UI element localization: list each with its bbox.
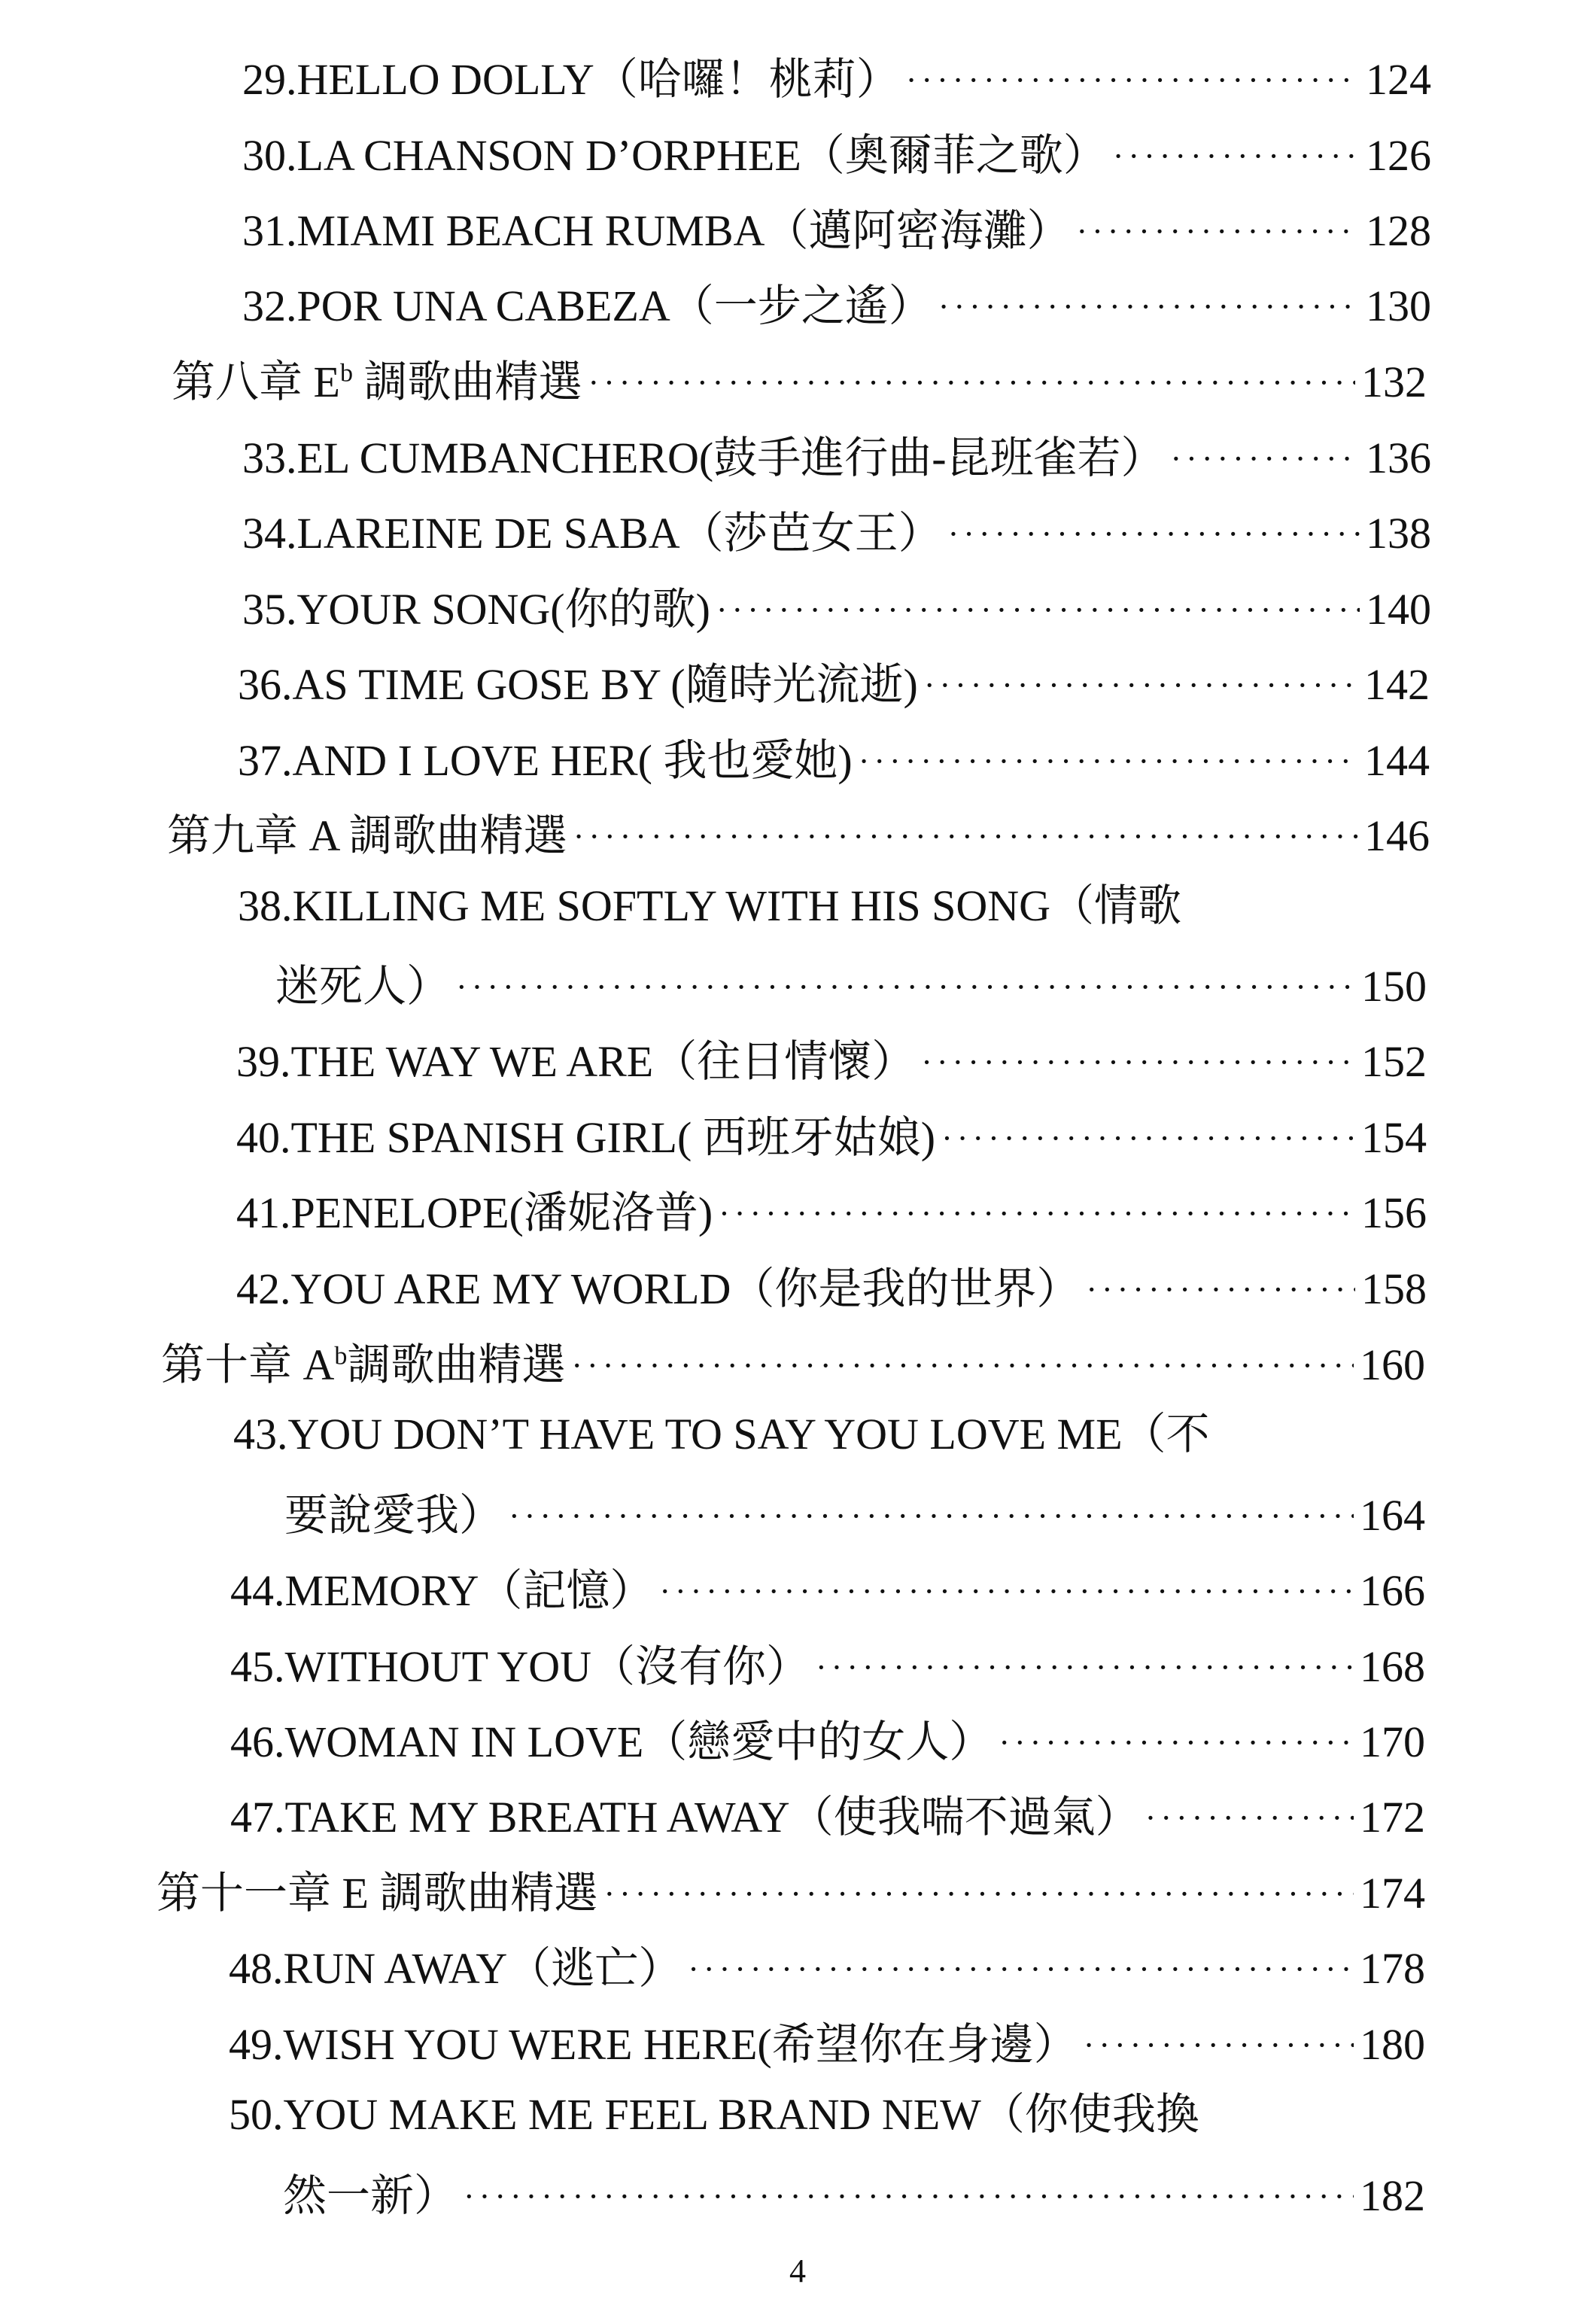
dot-leader [456, 971, 1355, 1004]
entry-title: 46.WOMAN IN LOVE（戀愛中的女人） [230, 1717, 993, 1766]
entry-page: 142 [1364, 660, 1430, 709]
toc-entry [284, 1462, 1425, 1538]
entry-page: 178 [1360, 1944, 1425, 1993]
toc-entry [236, 1236, 1427, 1311]
entry-title: 42.YOU ARE MY WORLD（你是我的世界） [236, 1264, 1081, 1313]
entry-page: 174 [1360, 1869, 1425, 1918]
entry-title: 35.YOUR SONG(你的歌) [242, 585, 710, 634]
entry-page: 154 [1361, 1113, 1427, 1162]
dot-leader [1086, 1273, 1355, 1306]
entry-page: 144 [1364, 736, 1430, 785]
dot-leader [603, 1878, 1354, 1911]
toc-entry [236, 1008, 1427, 1084]
entry-title: 31.MIAMI BEACH RUMBA（邁阿密海灘） [242, 206, 1071, 255]
entry-page: 164 [1360, 1491, 1425, 1540]
entry-page: 168 [1360, 1642, 1425, 1691]
entry-page: 172 [1360, 1793, 1425, 1842]
chapter-title: 第九章 A 調歌曲精選 [167, 811, 567, 860]
entry-title: 49.WISH YOU WERE HERE(希望你在身邊） [229, 2020, 1078, 2069]
entry-page: 160 [1360, 1340, 1425, 1389]
dot-leader [571, 1349, 1354, 1383]
entry-page: 182 [1360, 2171, 1425, 2220]
toc-entry [236, 1160, 1427, 1235]
chapter-heading [167, 783, 1430, 858]
chapter-heading [157, 1840, 1425, 1918]
entry-title: 39.THE WAY WE ARE（往日情懷） [236, 1037, 916, 1086]
dot-leader [816, 1651, 1354, 1684]
entry-title: 40.THE SPANISH GIRL( 西班牙姑娘) [236, 1113, 936, 1162]
entry-page: 156 [1361, 1188, 1427, 1237]
dot-leader [1171, 443, 1360, 476]
dot-leader [948, 518, 1360, 551]
entry-title: 44.MEMORY（記憶） [230, 1566, 654, 1615]
dot-leader [1084, 2029, 1354, 2062]
entry-title: 41.PENELOPE(潘妮洛普) [236, 1188, 713, 1237]
entry-title: 37.AND I LOVE HER( 我也愛她) [238, 736, 853, 785]
dot-leader [941, 1122, 1355, 1155]
entry-title: 48.RUN AWAY（逃亡） [229, 1944, 682, 1993]
dot-leader [688, 1953, 1354, 1986]
entry-title: 45.WITHOUT YOU（沒有你） [230, 1642, 810, 1691]
chapter-heading [172, 329, 1427, 404]
chapter-title: 第十一章 E 調歌曲精選 [157, 1869, 598, 1918]
entry-page: 158 [1361, 1264, 1427, 1313]
toc-entry [242, 405, 1431, 480]
entry-page: 126 [1366, 131, 1431, 180]
toc-entry [283, 2143, 1425, 2218]
toc-entry [238, 631, 1430, 707]
toc-entry [242, 480, 1431, 558]
toc-entry [242, 178, 1431, 253]
toc-entry-line1: 43.YOU DON’T HAVE TO SAY YOU LOVE ME（不 [233, 1410, 1210, 1459]
entry-title: 30.LA CHANSON D’ORPHEE（奧爾菲之歌） [242, 131, 1107, 180]
entry-page: 170 [1360, 1717, 1425, 1766]
dot-leader [573, 820, 1358, 853]
toc-entry-line1: 38.KILLING ME SOFTLY WITH HIS SONG（情歌 [238, 881, 1182, 930]
entry-title: 34.LAREINE DE SABA（莎芭女王） [242, 509, 942, 558]
toc-entry [230, 1689, 1425, 1764]
dot-leader [588, 367, 1355, 400]
entry-title-continued: 迷死人） [275, 962, 451, 1011]
toc-entry [275, 933, 1427, 1011]
chapter-title: 第十章 $A^b$調歌曲精選 [161, 1340, 566, 1389]
entry-page: 140 [1366, 585, 1431, 634]
toc-entry [229, 1991, 1425, 2067]
dot-leader [999, 1726, 1354, 1760]
entry-page: 180 [1360, 2020, 1425, 2069]
dot-leader [938, 290, 1360, 324]
dot-leader [1113, 140, 1360, 173]
dot-leader [716, 594, 1360, 627]
entry-title: 36.AS TIME GOSE BY (隨時光流逝) [238, 660, 918, 709]
entry-page: 152 [1361, 1037, 1427, 1086]
dot-leader [859, 745, 1358, 778]
entry-page: 128 [1366, 206, 1431, 255]
toc-entry [242, 26, 1431, 102]
toc-entry [238, 707, 1430, 783]
entry-page: 166 [1360, 1566, 1425, 1615]
dot-leader [906, 64, 1360, 97]
dot-leader [1076, 215, 1360, 248]
entry-title: 33.EL CUMBANCHERO(鼓手進行曲-昆班雀若） [242, 433, 1165, 482]
entry-title: 47.TAKE MY BREATH AWAY（使我喘不過氣） [230, 1793, 1139, 1842]
entry-page: 136 [1366, 433, 1431, 482]
dot-leader [924, 669, 1358, 702]
toc-entry [242, 102, 1431, 178]
toc-entry [242, 253, 1431, 328]
entry-page: 130 [1366, 281, 1431, 330]
toc-entry [242, 556, 1431, 634]
dot-leader [921, 1046, 1355, 1079]
entry-page: 124 [1366, 55, 1431, 104]
toc-entry [236, 1084, 1427, 1160]
toc-entry [230, 1538, 1425, 1613]
entry-title-continued: 然一新） [283, 2171, 458, 2220]
toc-entry-line1: 50.YOU MAKE ME FEEL BRAND NEW（你使我換 [229, 2090, 1199, 2139]
entry-page: 146 [1364, 811, 1430, 860]
page-number: 4 [789, 2253, 806, 2289]
dot-leader [509, 1500, 1354, 1533]
chapter-title: 第八章 $E^b$ 調歌曲精選 [172, 357, 582, 406]
entry-title: 29.HELLO DOLLY（哈囉！桃莉） [242, 55, 900, 104]
entry-page: 132 [1361, 357, 1427, 406]
entry-page: 150 [1361, 962, 1427, 1011]
entry-title-continued: 要說愛我） [284, 1491, 503, 1540]
chapter-heading [161, 1312, 1425, 1387]
dot-leader [1145, 1802, 1354, 1835]
toc-entry [230, 1614, 1425, 1689]
dot-leader [719, 1197, 1355, 1230]
entry-title: 32.POR UNA CABEZA（一步之遙） [242, 281, 932, 330]
toc-entry [230, 1764, 1425, 1842]
entry-page: 138 [1366, 509, 1431, 558]
dot-leader [464, 2180, 1354, 2213]
toc-entry [229, 1915, 1425, 1991]
dot-leader [659, 1575, 1354, 1608]
